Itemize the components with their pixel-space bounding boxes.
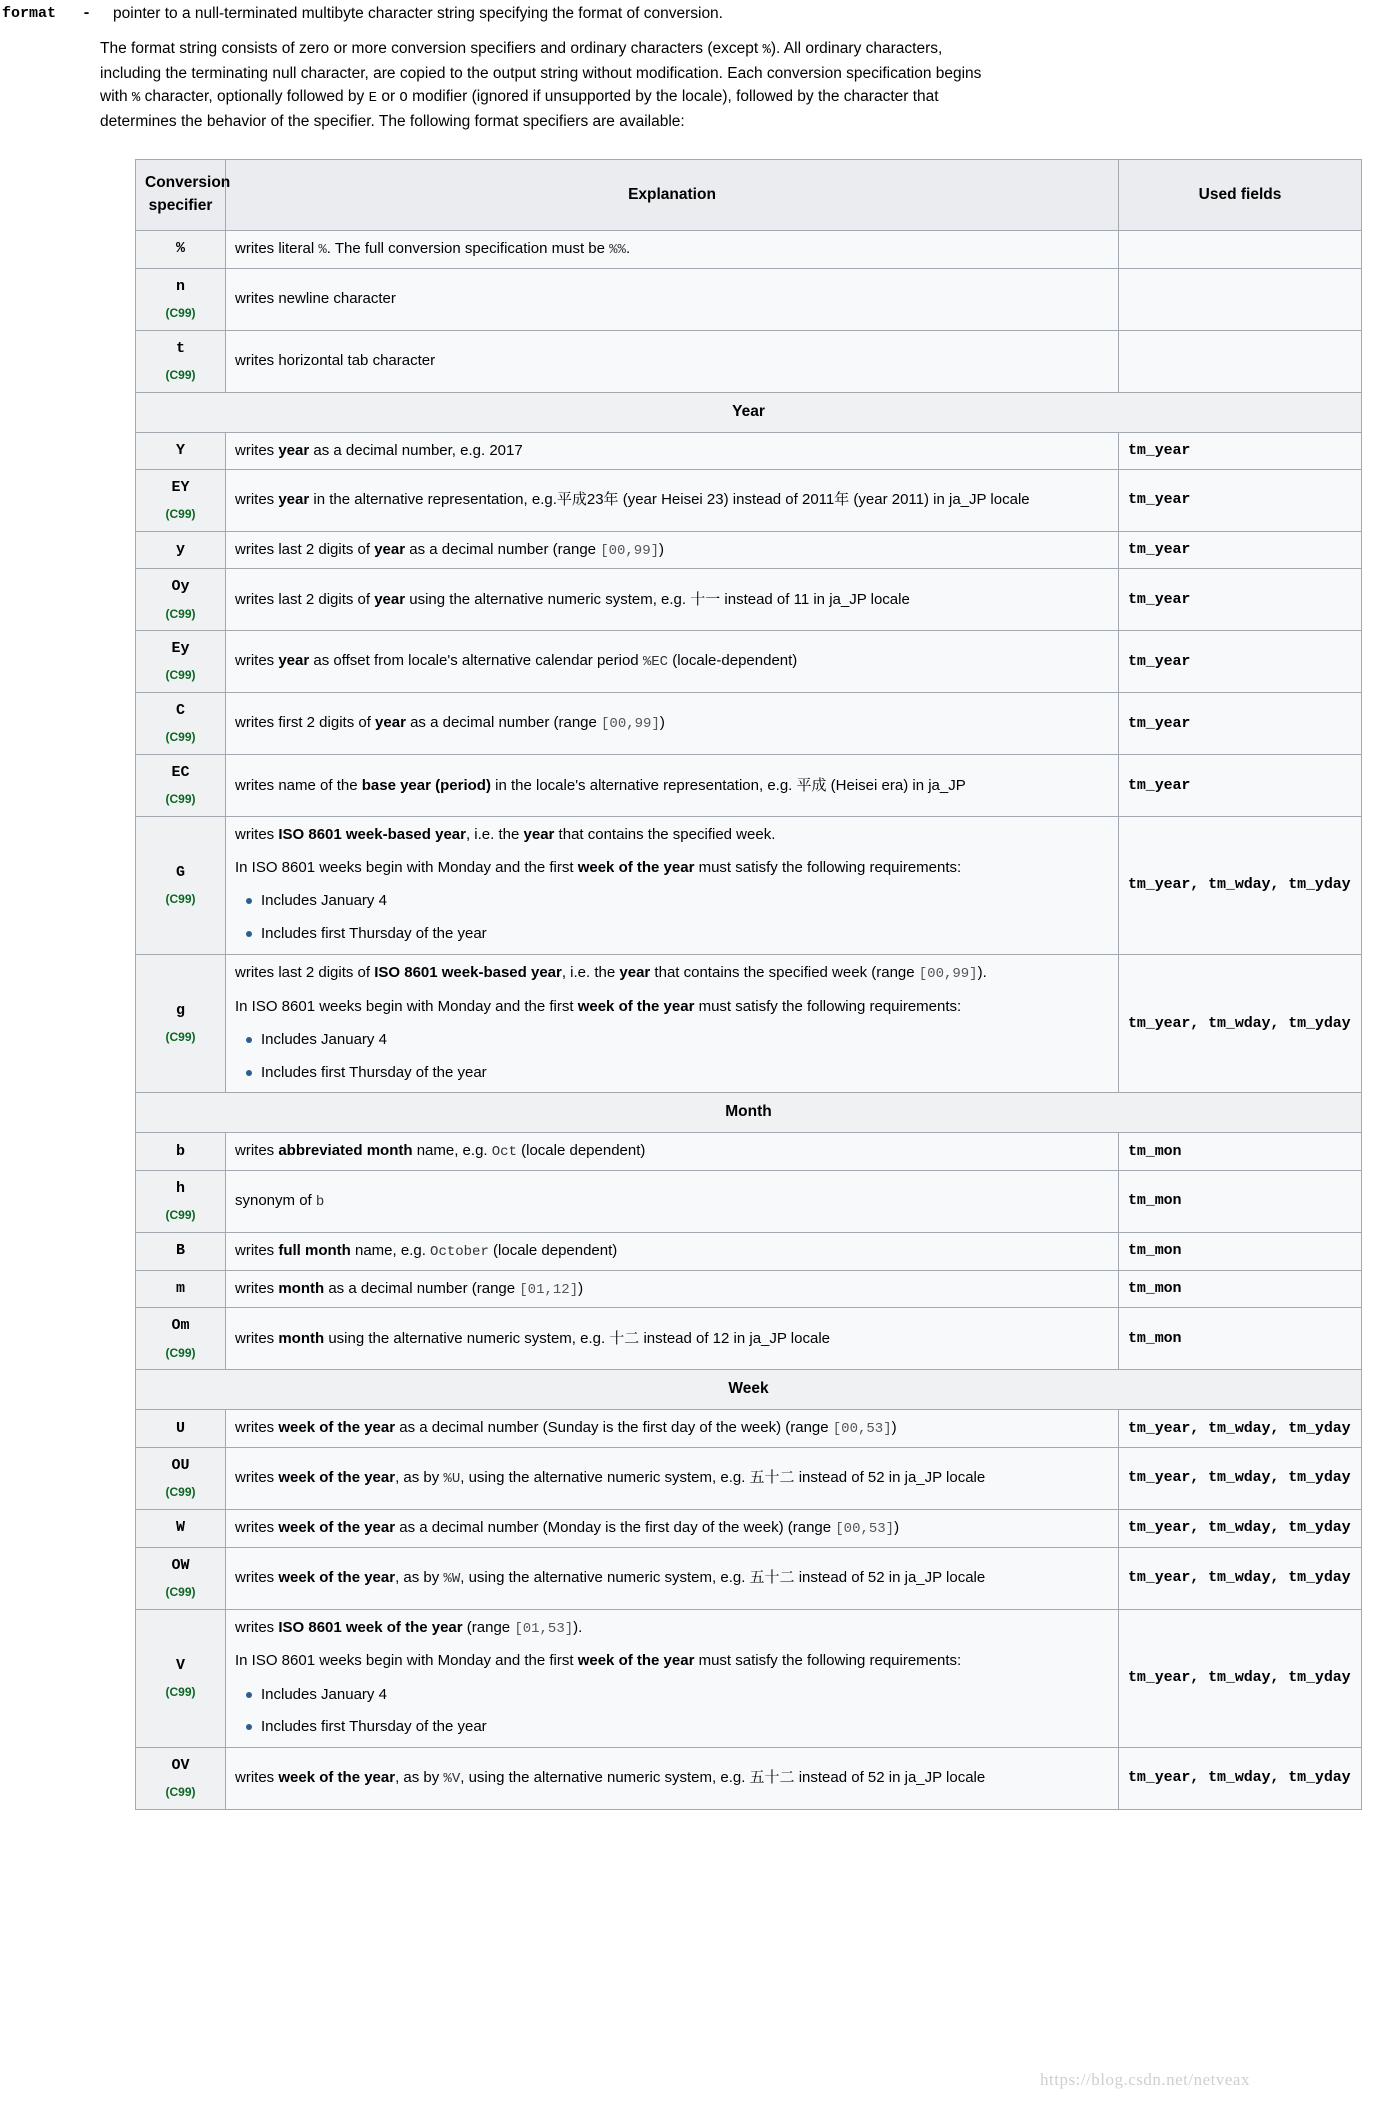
intro-text-3: character, optionally followed by	[140, 88, 369, 106]
parameter-dash: -	[82, 5, 92, 22]
explanation-cell	[226, 569, 1119, 631]
explanation-cell	[226, 1232, 1119, 1270]
explanation-text-secondary: In ISO 8601 weeks begin with Monday and the first week of the year must satisfy the following requirements:	[235, 997, 962, 1015]
specifier-cell: m	[136, 1270, 226, 1308]
used-fields-cell: tm_year, tm_wday, tm_yday	[1119, 1410, 1362, 1448]
section-label: Year	[136, 392, 1362, 432]
used-fields-cell: tm_year	[1119, 693, 1362, 755]
table-row	[136, 755, 1362, 817]
used-fields-cell: tm_year, tm_wday, tm_yday	[1119, 1547, 1362, 1609]
explanation-cell	[226, 1171, 1119, 1233]
specifier-cell: EY (C99)	[136, 469, 226, 531]
table-row	[136, 954, 1362, 1092]
explanation-text: writes horizontal tab character	[235, 352, 436, 369]
c99-badge: (C99)	[165, 367, 196, 382]
percent-literal-2: %	[131, 90, 141, 107]
used-fields-cell: tm_mon	[1119, 1270, 1362, 1308]
table-row	[136, 693, 1362, 755]
table-row	[136, 1509, 1362, 1547]
list-item: Includes January 4	[261, 890, 1109, 912]
table-row	[136, 230, 1362, 268]
intro-paragraph	[100, 37, 990, 133]
parameter-description: pointer to a null-terminated multibyte character string specifying the format of conversion.	[113, 5, 723, 22]
intro-text-4: or	[377, 88, 400, 106]
c99-badge: (C99)	[165, 1030, 196, 1045]
format-specifier-table	[135, 159, 1362, 1810]
used-fields-cell	[1119, 230, 1362, 268]
c99-badge: (C99)	[165, 668, 196, 683]
used-fields-cell: tm_year, tm_wday, tm_yday	[1119, 1748, 1362, 1810]
list-item: Includes January 4	[261, 1029, 1109, 1051]
table-row	[136, 330, 1362, 392]
header-conversion-line1: Conversion	[145, 174, 231, 192]
used-fields-cell: tm_year	[1119, 469, 1362, 531]
table-row	[136, 1748, 1362, 1810]
table-row	[136, 631, 1362, 693]
parameter-name: format	[2, 5, 57, 22]
c99-badge: (C99)	[165, 1584, 196, 1599]
table-row	[136, 1270, 1362, 1308]
intro-text-2: ). All ordinary characters, including the terminating null character, are copied to the output string without modification. Each conversion specification begins with	[100, 40, 982, 106]
c99-badge: (C99)	[165, 1785, 196, 1800]
explanation-cell	[226, 1748, 1119, 1810]
used-fields-cell: tm_year, tm_wday, tm_yday	[1119, 954, 1362, 1092]
intro-block	[0, 0, 1378, 133]
modifier-o: O	[399, 90, 408, 107]
specifier-cell: EC (C99)	[136, 755, 226, 817]
explanation-text: writes week of the year, as by %V, using the alternative numeric system, e.g. 五十二 instead of 52 in ja_JP locale	[235, 1769, 986, 1788]
table-row	[136, 1448, 1362, 1510]
explanation-text: writes week of the year as a decimal number (Monday is the first day of the week) (range [00,53])	[235, 1518, 900, 1537]
explanation-text: writes last 2 digits of year using the alternative numeric system, e.g. 十一 instead of 11 in ja_JP locale	[235, 590, 910, 608]
used-fields-cell: tm_mon	[1119, 1308, 1362, 1370]
specifier-cell: b	[136, 1133, 226, 1171]
list-item: Includes January 4	[261, 1684, 1109, 1706]
list-item: Includes first Thursday of the year	[261, 1716, 1109, 1738]
modifier-e: E	[368, 90, 378, 107]
explanation-text: writes full month name, e.g. October (locale dependent)	[235, 1241, 618, 1260]
explanation-cell	[226, 230, 1119, 268]
explanation-cell	[226, 693, 1119, 755]
c99-badge: (C99)	[165, 1485, 196, 1500]
explanation-cell	[226, 817, 1119, 955]
explanation-text: writes year as offset from locale's alternative calendar period %EC (locale-dependent)	[235, 652, 798, 671]
used-fields-cell: tm_year, tm_wday, tm_yday	[1119, 1509, 1362, 1547]
list-item: Includes first Thursday of the year	[261, 923, 1109, 945]
intro-text-5: modifier (ignored if unsupported by the locale), followed by the character that determines the behavior of the specifier. The following format specifiers are available:	[100, 88, 939, 130]
used-fields-cell: tm_year	[1119, 531, 1362, 569]
explanation-text: writes year in the alternative representation, e.g.平成23年 (year Heisei 23) instead of 2011年 (year 2011) in ja_JP locale	[235, 491, 1030, 509]
list-item: Includes first Thursday of the year	[261, 1062, 1109, 1084]
explanation-text: writes month using the alternative numeric system, e.g. 十二 instead of 12 in ja_JP locale	[235, 1329, 830, 1347]
explanation-cell	[226, 1547, 1119, 1609]
explanation-text: writes abbreviated month name, e.g. Oct (locale dependent)	[235, 1142, 646, 1161]
specifier-cell: B	[136, 1232, 226, 1270]
c99-badge: (C99)	[165, 305, 196, 320]
used-fields-cell: tm_year, tm_wday, tm_yday	[1119, 1448, 1362, 1510]
table-row	[136, 469, 1362, 531]
specifier-cell: U	[136, 1410, 226, 1448]
table-row	[136, 1308, 1362, 1370]
used-fields-cell: tm_year	[1119, 432, 1362, 469]
requirements-list	[235, 1684, 1109, 1739]
format-specifier-table-wrapper	[135, 159, 1361, 1810]
explanation-text: writes name of the base year (period) in the locale's alternative representation, e.g. 平成 (Heisei era) in ja_JP	[235, 776, 966, 794]
specifier-cell: %	[136, 230, 226, 268]
c99-badge: (C99)	[165, 1345, 196, 1360]
specifier-cell: Y	[136, 432, 226, 469]
table-row	[136, 569, 1362, 631]
table-row	[136, 1232, 1362, 1270]
c99-badge: (C99)	[165, 892, 196, 907]
explanation-text: writes year as a decimal number, e.g. 2017	[235, 441, 523, 459]
specifier-cell: h (C99)	[136, 1171, 226, 1233]
specifier-cell: Om (C99)	[136, 1308, 226, 1370]
used-fields-cell: tm_year	[1119, 755, 1362, 817]
explanation-text: writes ISO 8601 week of the year (range [01,53]).	[235, 1618, 583, 1637]
specifier-cell: OW (C99)	[136, 1547, 226, 1609]
explanation-cell	[226, 1509, 1119, 1547]
table-body	[136, 230, 1362, 1809]
explanation-text: writes last 2 digits of ISO 8601 week-based year, i.e. the year that contains the specified week (range [00,99]).	[235, 963, 987, 982]
table-row	[136, 1410, 1362, 1448]
requirements-list	[235, 1029, 1109, 1084]
table-row	[136, 1547, 1362, 1609]
specifier-cell: V (C99)	[136, 1609, 226, 1747]
c99-badge: (C99)	[165, 606, 196, 621]
section-label: Week	[136, 1370, 1362, 1410]
used-fields-cell: tm_mon	[1119, 1133, 1362, 1171]
explanation-cell	[226, 954, 1119, 1092]
used-fields-cell	[1119, 330, 1362, 392]
used-fields-cell: tm_mon	[1119, 1171, 1362, 1233]
specifier-cell: C (C99)	[136, 693, 226, 755]
c99-badge: (C99)	[165, 730, 196, 745]
header-used-fields: Used fields	[1119, 160, 1362, 231]
c99-badge: (C99)	[165, 792, 196, 807]
header-conversion-line2: specifier	[148, 197, 213, 215]
header-conversion-specifier	[136, 160, 231, 231]
explanation-cell	[226, 755, 1119, 817]
table-section-row	[136, 392, 1362, 432]
explanation-cell	[226, 469, 1119, 531]
explanation-cell	[226, 1270, 1119, 1308]
used-fields-cell: tm_mon	[1119, 1232, 1362, 1270]
specifier-cell: n (C99)	[136, 268, 226, 330]
explanation-cell	[226, 1609, 1119, 1747]
parameter-row	[0, 0, 1378, 25]
explanation-text: writes last 2 digits of year as a decimal number (range [00,99])	[235, 540, 665, 559]
percent-literal-1: %	[762, 42, 771, 59]
table-row	[136, 817, 1362, 955]
table-row	[136, 268, 1362, 330]
explanation-text: writes ISO 8601 week-based year, i.e. the year that contains the specified week.	[235, 826, 776, 844]
used-fields-cell	[1119, 268, 1362, 330]
explanation-cell	[226, 330, 1119, 392]
requirements-list	[235, 890, 1109, 945]
explanation-text-secondary: In ISO 8601 weeks begin with Monday and the first week of the year must satisfy the following requirements:	[235, 1652, 962, 1670]
watermark: https://blog.csdn.net/netveax	[1040, 2070, 1250, 2089]
explanation-text: writes week of the year as a decimal number (Sunday is the first day of the week) (range [00,53])	[235, 1419, 897, 1438]
specifier-cell: G (C99)	[136, 817, 226, 955]
explanation-text: writes literal %. The full conversion specification must be %%.	[235, 239, 631, 258]
used-fields-cell: tm_year, tm_wday, tm_yday	[1119, 817, 1362, 955]
specifier-cell: t (C99)	[136, 330, 226, 392]
table-row	[136, 1133, 1362, 1171]
table-row	[136, 1171, 1362, 1233]
table-section-row	[136, 1093, 1362, 1133]
explanation-text: writes first 2 digits of year as a decimal number (range [00,99])	[235, 714, 665, 733]
explanation-cell	[226, 432, 1119, 469]
specifier-cell: y	[136, 531, 226, 569]
specifier-cell: Ey (C99)	[136, 631, 226, 693]
table-header-row	[136, 160, 1362, 231]
table-row	[136, 432, 1362, 469]
explanation-text: writes newline character	[235, 290, 396, 308]
used-fields-cell: tm_year	[1119, 631, 1362, 693]
explanation-cell	[226, 1308, 1119, 1370]
specifier-cell: g (C99)	[136, 954, 226, 1092]
explanation-text-secondary: In ISO 8601 weeks begin with Monday and the first week of the year must satisfy the following requirements:	[235, 859, 962, 877]
explanation-cell	[226, 1410, 1119, 1448]
c99-badge: (C99)	[165, 1208, 196, 1223]
specifier-cell: OU (C99)	[136, 1448, 226, 1510]
explanation-cell	[226, 1448, 1119, 1510]
table-row	[136, 1609, 1362, 1747]
section-label: Month	[136, 1093, 1362, 1133]
specifier-cell: Oy (C99)	[136, 569, 226, 631]
explanation-cell	[226, 1133, 1119, 1171]
table-row	[136, 531, 1362, 569]
header-explanation: Explanation	[226, 160, 1119, 231]
c99-badge: (C99)	[165, 1685, 196, 1700]
specifier-cell: OV (C99)	[136, 1748, 226, 1810]
explanation-text: writes week of the year, as by %W, using the alternative numeric system, e.g. 五十二 instead of 52 in ja_JP locale	[235, 1568, 986, 1587]
used-fields-cell: tm_year, tm_wday, tm_yday	[1119, 1609, 1362, 1747]
explanation-cell	[226, 631, 1119, 693]
explanation-text: writes week of the year, as by %U, using the alternative numeric system, e.g. 五十二 instead of 52 in ja_JP locale	[235, 1469, 986, 1488]
explanation-text: synonym of b	[235, 1192, 325, 1211]
table-section-row	[136, 1370, 1362, 1410]
explanation-cell	[226, 268, 1119, 330]
c99-badge: (C99)	[165, 506, 196, 521]
explanation-cell	[226, 531, 1119, 569]
explanation-text: writes month as a decimal number (range [01,12])	[235, 1279, 584, 1298]
specifier-cell: W	[136, 1509, 226, 1547]
used-fields-cell: tm_year	[1119, 569, 1362, 631]
intro-text-1: The format string consists of zero or more conversion specifiers and ordinary characters (except	[100, 40, 763, 58]
